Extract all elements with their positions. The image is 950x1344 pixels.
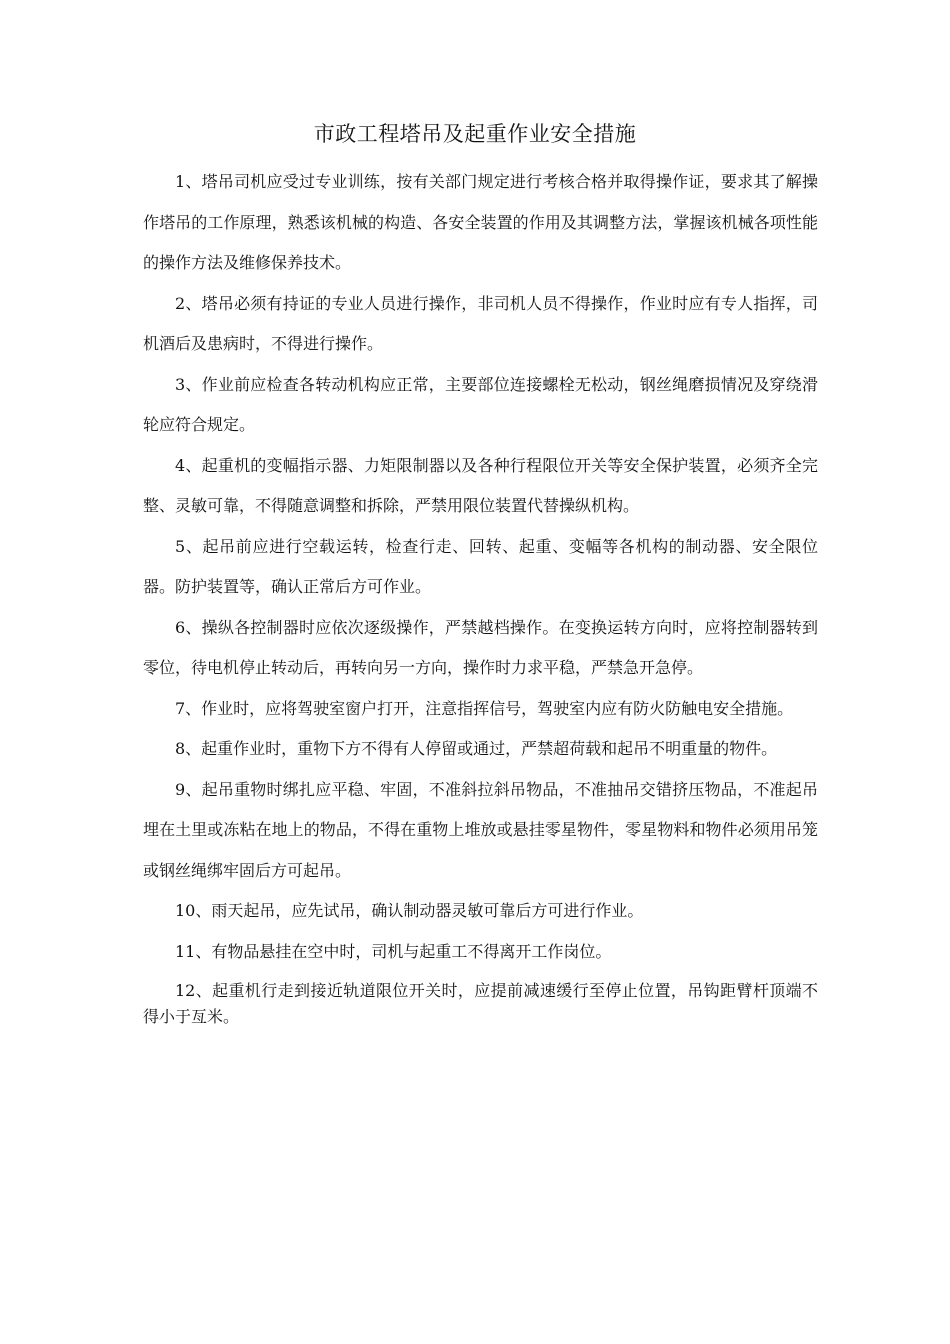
paragraph-8: 8、起重作业时，重物下方不得有人停留或通过，严禁超荷载和起吊不明重量的物件。 xyxy=(175,739,778,758)
paragraph-10: 10、雨天起吊，应先试吊，确认制动器灵敏可靠后方可进行作业。 xyxy=(175,901,644,920)
paragraph-1: 1、塔吊司机应受过专业训练，按有关部门规定进行考核合格并取得操作证，要求其了解操作塔吊的工作原理，熟悉该机械的构造、各安全装置的作用及其调整方法，掌握该机械各项性能的操作方法及维修保养技术。 xyxy=(143,172,818,272)
document-title: 市政工程塔吊及起重作业安全措施 xyxy=(313,122,637,146)
paragraph-11: 11、有物品悬挂在空中时，司机与起重工不得离开工作岗位。 xyxy=(175,941,612,961)
document-body xyxy=(143,162,818,1030)
paragraph-4: 4、起重机的变幅指示器、力矩限制器以及各种行程限位开关等安全保护装置，必须齐全完整、灵敏可靠，不得随意调整和拆除，严禁用限位装置代替操纵机构。 xyxy=(143,455,818,515)
paragraph-2: 2、塔吊必须有持证的专业人员进行操作，非司机人员不得操作，作业时应有专人指挥，司机酒后及患病时，不得进行操作。 xyxy=(143,293,818,353)
paragraph-7: 7、作业时，应将驾驶室窗户打开，注意指挥信号，驾驶室内应有防火防触电安全措施。 xyxy=(175,698,794,718)
paragraph-3: 3、作业前应检查各转动机构应正常，主要部位连接螺栓无松动，钢丝绳磨损情况及穿绕滑轮应符合规定。 xyxy=(143,374,818,434)
paragraph-12: 12、起重机行走到接近轨道限位开关时，应提前减速缓行至停止位置，吊钩距臂杆顶端不得小于亙米。 xyxy=(143,981,818,1026)
paragraph-9: 9、起吊重物时绑扎应平稳、牢固，不准斜拉斜吊物品，不准抽吊交错挤压物品，不准起吊埋在土里或冻粘在地上的物品，不得在重物上堆放或悬挂零星物件，零星物料和物件必须用吊笼或钢丝绳绑牢固后方可起吊。 xyxy=(143,779,818,880)
paragraph-5: 5、起吊前应进行空载运转，检查行走、回转、起重、变幅等各机构的制动器、安全限位器。防护装置等，确认正常后方可作业。 xyxy=(143,536,818,596)
paragraph-6: 6、操纵各控制器时应依次逐级操作，严禁越档操作。在变换运转方向时，应将控制器转到零位，待电机停止转动后，再转向另一方向，操作时力求平稳，严禁急开急停。 xyxy=(143,617,818,677)
